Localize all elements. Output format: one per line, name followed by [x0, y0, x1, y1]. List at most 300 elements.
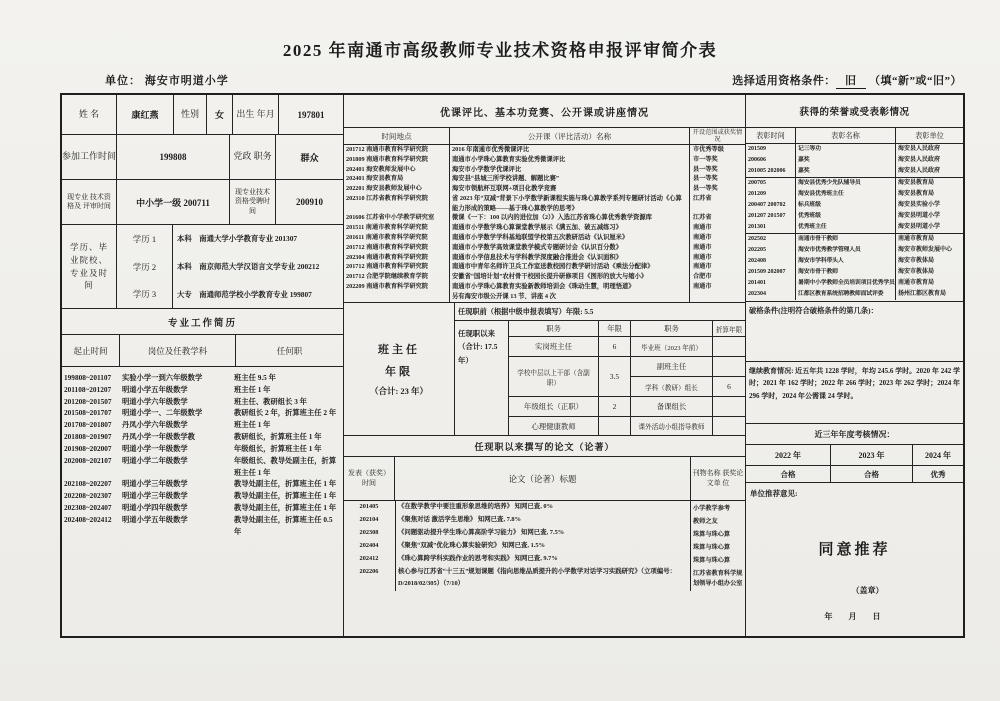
honor-time: 200606	[746, 155, 796, 166]
education-detail: 本科 南通大学小学教育专业 201307	[177, 234, 298, 244]
work-row-post: 明道小学五年级数学	[122, 384, 188, 394]
work-history-row	[63, 431, 342, 443]
honor-time: 200407 200702	[746, 200, 796, 211]
paper-title: 《聚焦对话 激活学生思维》 知网已查, 7.8%	[395, 514, 691, 527]
party-position-label: 党政 职务	[230, 135, 276, 179]
duty-years-grid	[509, 321, 745, 435]
work-history-row	[63, 478, 342, 490]
paper-row	[344, 553, 745, 566]
paper-row	[344, 540, 745, 553]
education-rows	[117, 225, 343, 308]
honor-row	[746, 234, 963, 245]
duty4-post: 心理健康教师	[509, 417, 599, 435]
head-teacher-section	[344, 303, 745, 436]
lecture-time-place: 202201 海安县教师发展中心	[344, 184, 450, 194]
unit-label: 单位：	[105, 75, 141, 87]
paper-org: 珠算与珠心算	[693, 543, 731, 551]
lecture-name: 省 2023 年“双减”背景下小学数学新课程实施与珠心算教学系列专题研讨活动《心算能力形成的策略——基于珠心算教学的思考》	[450, 194, 690, 214]
lecture-time-place: 201712 南通市教育科学研究院	[344, 243, 450, 253]
education-degree-label: 学历 1	[117, 225, 173, 253]
lecture-name: 安徽省“国培计划”农村骨干校园长提升研修项目《图形的放大与缩小》	[450, 272, 690, 282]
lecture-scope: 合肥市	[693, 273, 712, 281]
duty1-post: 实岗班主任	[509, 337, 599, 356]
work-history-row	[63, 372, 342, 384]
lecture-scope: 县一等奖	[693, 175, 718, 183]
paper-time: 202404	[359, 541, 379, 549]
honor-org: 海安县人民政府	[898, 157, 941, 163]
honor-time: 202205	[746, 245, 796, 256]
duty2a-post2: 副班主任	[631, 357, 713, 376]
papers-list	[344, 501, 745, 636]
duty2-post: 学校中层以上干部（含副职）	[509, 357, 599, 396]
work-row-time: 201508~201707	[64, 408, 112, 418]
honor-row	[746, 267, 963, 278]
birth-label: 出生 年月	[233, 95, 279, 134]
work-history-title: 专业工作简历	[62, 309, 343, 335]
gender-label: 性别	[174, 95, 207, 134]
birth-value: 197801	[297, 109, 325, 120]
duty-header-years: 年限	[599, 321, 631, 336]
honor-time: 201509 202007	[746, 267, 796, 278]
lecture-scope: 江苏省	[693, 194, 712, 202]
paper-time: 201405	[359, 503, 379, 510]
honor-name: 南通市骨干教师	[796, 234, 896, 245]
honor-row	[746, 144, 963, 155]
education-row	[117, 225, 343, 253]
right-column	[746, 95, 963, 636]
lectures-title: 优课评比、基本功竞赛、公开课或讲座情况	[344, 95, 745, 128]
work-row-duty: 班主任、教研组长 3 年	[234, 396, 307, 406]
work-header-time: 起止时间	[62, 335, 120, 366]
assessment-year-2022: 2022 年	[746, 445, 831, 465]
duty-grid-header	[509, 321, 745, 337]
honor-name: 嘉奖	[796, 155, 896, 166]
work-history-header	[62, 335, 343, 367]
party-position-value: 群众	[300, 152, 319, 163]
work-history-row	[63, 384, 342, 396]
work-row-post: 实验小学一到六年级数学	[122, 373, 203, 382]
honor-time: 201207 201507	[746, 211, 796, 222]
subheader	[60, 72, 962, 89]
honor-org: 海安县实验小学	[898, 202, 941, 208]
duty2-split	[631, 357, 745, 396]
unit-line	[60, 72, 229, 89]
honor-name: 江都区教育系统招聘教师面试评委	[796, 289, 896, 300]
honor-name: 海安市学科带头人	[796, 256, 896, 267]
work-row-post: 明道小学六年级数学	[122, 396, 188, 406]
lecture-row	[344, 174, 745, 184]
document-title: 2025 年南通市高级教师专业技术资格申报评审简介表	[282, 41, 718, 60]
lectures-header-time: 时间地点	[344, 128, 450, 144]
honors-area	[746, 144, 963, 302]
lecture-scope: 南通市	[693, 253, 712, 261]
paper-row	[344, 501, 745, 514]
lecture-row	[344, 292, 745, 302]
honor-row	[746, 256, 963, 267]
work-row-duty: 教研组长 2 年，折算班主任 2 年	[234, 408, 337, 418]
lecture-name: 海安市领航杯互联网+项目化教学竞赛	[450, 184, 690, 194]
duty-header-post: 职务	[509, 321, 599, 336]
lecture-scope: 南通市	[693, 263, 712, 271]
assessment-result-2023: 合格	[831, 466, 913, 482]
current-title-label: 现专业 技术资格及 评审时间	[62, 180, 117, 224]
date-placeholder: 年 月 日	[824, 612, 885, 621]
honor-name: 海安县优秀班主任	[796, 189, 896, 200]
unit-value: 海安市明道小学	[144, 75, 229, 87]
lecture-time-place: 202209 南通市教育科学研究院	[344, 282, 450, 292]
paper-org: 小学教学参考	[693, 505, 731, 512]
work-row-post: 丹凤小学六年级数学	[122, 420, 188, 430]
honors-title: 获得的荣誉或受表彰情况	[746, 95, 963, 128]
pre-appointment-years: 任现职前（根据中级申报表填写）年限: 5.5	[455, 303, 745, 321]
work-history-row	[63, 443, 342, 455]
work-row-duty: 班主任 9.5 年	[234, 373, 276, 382]
lecture-time-place: 201712 南通市教育科学研究院	[344, 145, 450, 155]
lecture-row	[344, 272, 745, 282]
since-label-text: 任现职以来	[458, 329, 495, 338]
duty2-years: 3.5	[599, 357, 631, 396]
paper-title: 《在数学教学中要注重形象思维的培养》 知网已查, 0%	[395, 501, 691, 514]
lecture-name: 南通市小学数学学科基地联盟学校第五次教研活动《认识厘米》	[450, 233, 690, 243]
paper-org: 珠算与珠心算	[693, 530, 731, 538]
recommendation-text: 同意推荐	[818, 542, 891, 558]
paper-row	[344, 527, 745, 540]
lecture-row	[344, 223, 745, 233]
duty2b-half	[631, 377, 745, 396]
education-row	[117, 280, 343, 308]
honors-header-time: 表彰时间	[746, 128, 796, 143]
work-row-time: 201208~201507	[64, 396, 112, 406]
assessment-year-2023: 2023 年	[831, 445, 913, 465]
main-form-table	[60, 93, 965, 638]
honor-org: 海安县明道小学	[898, 213, 941, 219]
work-row-post: 明道小学三年级数学	[122, 479, 188, 489]
lecture-row	[344, 155, 745, 165]
work-row-time: 201908~202007	[64, 443, 112, 453]
honor-row	[746, 200, 963, 211]
work-row-post: 明道小学一年级数学	[122, 443, 188, 453]
lecture-row	[344, 145, 745, 155]
work-row-duty: 教导处副主任，折算班主任 1 年	[234, 502, 337, 512]
work-history-row	[63, 396, 342, 408]
work-history-row	[63, 514, 342, 538]
honor-name: 暑期中小学教师全员培训项目优秀学员	[796, 278, 896, 289]
work-history-row	[63, 407, 342, 419]
lecture-name: 另有海安市级公开课 13 节、讲座 4 次	[450, 292, 690, 302]
head-teacher-label-cell	[344, 303, 455, 435]
work-history-list	[62, 367, 343, 636]
lecture-time-place: 201712 合肥学院继续教育学院	[344, 272, 450, 282]
paper-time: 202308	[359, 528, 379, 536]
honor-row	[746, 245, 963, 256]
honor-time: 201509	[746, 144, 796, 155]
paper-time: 202206	[359, 567, 379, 575]
education-section	[62, 225, 343, 309]
honor-org: 海安市教体局	[898, 269, 935, 275]
current-title-value: 中小学一级 200711	[117, 180, 230, 224]
papers-header	[344, 457, 745, 501]
work-row-duty: 教导处副主任，折算班主任 1 年	[234, 479, 337, 489]
duty1-post2: 毕业班（2023 年前）	[631, 337, 713, 356]
duty4-conv	[713, 417, 745, 435]
duty2a-half	[631, 357, 745, 377]
head-teacher-total: （合计: 23 年）	[369, 386, 429, 396]
duty3-years: 2	[599, 397, 631, 416]
lecture-name: 南通市小学信息技术与学科教学深度融合推进会《认识面积》	[450, 253, 690, 263]
recommendation-cell	[746, 483, 963, 636]
since-appointment-block	[455, 321, 745, 435]
assessment-title: 近三年年度考核情况：	[746, 424, 963, 445]
honors-header-org: 表彰单位	[915, 131, 944, 140]
paper-title: 《珠心算跨学科实践作业的思考和实践》 知网已查, 9.7%	[395, 553, 691, 566]
duty-row-4	[509, 417, 745, 435]
work-row-duty: 年级组长，折算班主任 1 年	[234, 443, 322, 453]
honor-name: 优秀班主任	[796, 222, 896, 233]
papers-header-title: 论文（论著）标题	[395, 457, 691, 500]
duty-row-2	[509, 357, 745, 397]
lecture-scope: 县一等奖	[693, 165, 718, 173]
work-row-duty: 班主任 1 年	[234, 420, 271, 430]
assessment-results-row	[746, 466, 963, 483]
work-start-value: 199808	[117, 135, 230, 179]
paper-title: 《问题驱动提升学生珠心算高阶学习能力》 知网已查, 7.5%	[395, 527, 691, 540]
paper-org: 江苏省教育科学规划领导小组办公室	[693, 569, 743, 587]
lecture-time-place: 202401 海安教师发展中心	[344, 165, 450, 175]
honor-name: 优秀班级	[796, 211, 896, 222]
lecture-name: 南通市中青年名师许卫兵工作室送教校园行教学研讨活动《乘法分配律》	[450, 262, 690, 272]
work-history-row	[63, 419, 342, 431]
education-detail: 本科 南京师范大学汉语言文学专业 200212	[177, 262, 320, 271]
condition-suffix: （填“新”或“旧”）	[869, 75, 962, 87]
lecture-row	[344, 282, 745, 292]
honor-row	[746, 189, 963, 200]
work-row-time: 201808~201907	[64, 432, 112, 442]
work-row-post: 明道小学四年级数学	[122, 502, 188, 512]
lecture-scope: 南通市	[693, 283, 712, 291]
honor-name: 海安市骨干教师	[796, 267, 896, 278]
lecture-row	[344, 233, 745, 243]
honor-time: 202408	[746, 256, 796, 267]
lecture-scope: 南通市	[693, 234, 712, 242]
papers-title: 任现职以来撰写的论文（论著）	[344, 436, 745, 457]
honor-name: 嘉奖	[796, 166, 896, 177]
lectures-header-name: 公开课（评比活动）名称	[450, 128, 690, 144]
name-label: 姓 名	[62, 95, 117, 134]
honor-org: 海安县教育局	[898, 191, 935, 197]
duty2a-conv	[713, 357, 745, 376]
duty2b-conv: 6	[727, 382, 731, 391]
work-history-row	[63, 455, 342, 479]
lecture-time-place: 202304 南通市教育科学研究院	[344, 253, 450, 263]
work-row-post: 明道小学三年级数学	[122, 491, 188, 501]
head-teacher-detail	[455, 303, 745, 435]
work-row-post: 明道小学一、二年级数学	[122, 408, 203, 418]
honors-group-1	[746, 144, 963, 177]
since-appointment-label	[455, 321, 509, 435]
honor-row	[746, 166, 963, 177]
condition-value: 旧	[836, 72, 866, 89]
assessment-result-2024: 优秀	[930, 469, 946, 479]
lecture-scope: 江苏省	[693, 214, 712, 222]
duty-header-post2: 职务	[631, 321, 713, 336]
honor-org: 南通市教育局	[898, 236, 935, 242]
lecture-name: 微课《一下：100 以内的进位加（2）》入选江苏省珠心算优秀教学资源库	[450, 213, 690, 223]
work-row-duty: 年级组长、教导处副主任，折算班主任 1 年	[234, 455, 337, 477]
paper-title: 《聚焦“双减”优化珠心算实验研究》 知网已查, 1.5%	[395, 540, 691, 553]
lecture-time-place	[344, 292, 450, 302]
paper-row	[344, 566, 745, 592]
lecture-row	[344, 213, 745, 223]
lecture-time-place: 201511 南通市教育科学研究院	[344, 223, 450, 233]
duty4-post2: 课外活动小组指导教师	[631, 417, 713, 435]
lecture-scope: 南通市	[693, 224, 712, 232]
work-row-time: 202208~202307	[64, 491, 112, 501]
lecture-time-place: 202310 江苏省教育科学研究院	[344, 194, 450, 214]
duty1-years: 6	[599, 337, 631, 356]
lecture-name: 南通市小学珠心算教育实验新教师培训会《珠动生慧，明理悟道》	[450, 282, 690, 292]
papers-header-time: 发表（获奖） 时间	[344, 457, 395, 500]
lecture-row	[344, 262, 745, 272]
lecture-name: 海安市小学数学优课评比	[450, 165, 690, 175]
honor-org: 海安县人民政府	[898, 168, 941, 174]
work-row-time: 201108~201207	[64, 384, 112, 394]
honor-org: 海安县明道小学	[898, 224, 941, 230]
work-row-time: 202308~202407	[64, 502, 112, 512]
honor-name: 记三等功	[796, 144, 896, 155]
honor-row	[746, 278, 963, 289]
honor-time: 201005 202006	[746, 166, 796, 177]
hire-date-label: 现专业技术 资格受聘时间	[230, 180, 276, 224]
papers-section	[344, 436, 745, 636]
duty-row-1	[509, 337, 745, 357]
seal-placeholder: （盖章）	[851, 586, 884, 595]
paper-org: 珠算与珠心算	[693, 556, 731, 564]
papers-header-org: 刊物名称 获奖论文单 位	[692, 469, 744, 487]
basic-row-3	[62, 180, 343, 225]
work-row-duty: 教导处副主任，折算班主任 1 年	[234, 491, 337, 501]
work-row-duty: 教导处副主任，折算班主任 0.5 年	[234, 514, 333, 536]
education-label: 学历、毕业院校、专业及时间	[62, 225, 117, 308]
honor-org: 海安市教体局	[898, 258, 935, 264]
lecture-scope: 县一等奖	[693, 185, 718, 193]
condition-label: 选择适用资格条件：	[732, 75, 836, 87]
lecture-name: 南通市小学数学珠心算课堂教学展示《满五加、破五减练习》	[450, 223, 690, 233]
education-detail: 大专 南通师范学校小学教育专业 199807	[177, 289, 312, 299]
education-row	[117, 253, 343, 281]
honor-org: 南通市教育局	[898, 280, 935, 286]
lecture-time-place: 201611 南通市教育科学研究院	[344, 233, 450, 243]
work-history-row	[63, 502, 342, 514]
honor-row	[746, 155, 963, 166]
lecture-scope	[690, 292, 745, 302]
lecture-scope: 市优秀等级	[693, 146, 724, 153]
honor-name: 海安县优秀少先队辅导员	[796, 178, 896, 189]
paper-title: 核心参与江苏省“十三五”规划课题《指向思维品质提升的小学数学对话学习实践研究》（立项编号：D/2018/02/305）（7/10）	[395, 566, 691, 592]
lecture-time-place: 201712 南通市教育科学研究院	[344, 262, 450, 272]
lecture-time-place: 201606 江苏省中小学教学研究室	[344, 213, 450, 223]
work-history-row	[63, 490, 342, 502]
work-start-label: 参加工作时间	[62, 135, 117, 179]
honor-org: 扬州江都区教育局	[898, 291, 947, 297]
honor-time: 200705	[746, 178, 796, 189]
honor-row	[746, 289, 963, 300]
lectures-header-scope: 开设范围或获奖情况	[692, 128, 743, 143]
work-row-time: 202108~202207	[64, 479, 112, 489]
honor-row	[746, 222, 963, 233]
recommendation-label: 单位推荐意见:	[750, 489, 798, 498]
head-teacher-label-1: 班主任	[378, 344, 420, 356]
work-header-post: 岗位及任教学科	[120, 335, 236, 366]
duty3-post: 年级组长（正职）	[509, 397, 599, 416]
lecture-scope: 市一等奖	[693, 155, 718, 163]
since-total-text: （合计: 17.5 年）	[458, 342, 498, 365]
work-row-duty: 教研组长，折算班主任 1 年	[234, 432, 322, 442]
honor-org: 海安县教育局	[898, 180, 935, 186]
duty4-years	[599, 417, 631, 435]
basic-row-1	[62, 95, 343, 135]
assessment-result-2022: 合格	[746, 466, 831, 482]
honors-group-2	[746, 177, 963, 233]
work-row-time: 201708~201807	[64, 420, 112, 430]
duty3-post2: 备课组长	[631, 397, 713, 416]
lecture-name: 海安县“县城三所学校讲题、解题比赛”	[450, 174, 690, 184]
lecture-name: 2016 年南通市优秀微课评比	[450, 145, 690, 155]
lecture-name: 南通市小学数学高效课堂教学模式专题研讨会《认识百分数》	[450, 243, 690, 253]
paper-time: 202104	[359, 515, 379, 523]
work-row-time: 199808~201107	[64, 373, 112, 382]
honor-name: 海安市优秀教学管理人员	[796, 245, 896, 256]
honor-org: 海安县人民政府	[898, 146, 941, 152]
work-row-time: 202008~202107	[64, 455, 112, 465]
lecture-row	[344, 253, 745, 263]
middle-column	[344, 95, 746, 636]
lecture-time-place: 201809 南通市教育科学研究院	[344, 155, 450, 165]
honor-org: 海安市教师发展中心	[898, 247, 953, 253]
work-row-post: 明道小学二年级数学	[122, 455, 188, 465]
lectures-header	[344, 128, 745, 145]
duty-header-conv: 折算年限	[715, 326, 743, 334]
work-row-post: 丹凤小学一年级数学教	[122, 432, 195, 442]
hire-date-value: 200910	[296, 197, 323, 207]
work-row-post: 明道小学五年级数学	[122, 514, 188, 524]
education-degree-label: 学历 3	[117, 280, 173, 308]
duty-row-3	[509, 397, 745, 417]
honors-group-3	[746, 233, 963, 300]
honor-time: 202304	[746, 289, 796, 300]
condition-line	[732, 72, 962, 89]
honor-time: 202502	[746, 234, 796, 245]
assessment-year-2024: 2024 年	[925, 450, 951, 460]
lecture-name: 南通市小学珠心算教育实验优秀微课评比	[450, 155, 690, 165]
work-row-time: 202408~202412	[64, 514, 112, 524]
name-value: 康红燕	[117, 95, 174, 134]
education-degree-label: 学历 2	[117, 253, 173, 281]
lecture-scope: 南通市	[693, 243, 712, 251]
duty3-conv	[713, 397, 745, 416]
lectures-list	[344, 145, 745, 303]
honors-header	[746, 128, 963, 144]
basic-row-2	[62, 135, 343, 180]
duty2b-post2: 学科（教研）组长	[631, 377, 713, 396]
paper-row	[344, 514, 745, 527]
paper-org: 教师之友	[693, 517, 718, 525]
lecture-row	[344, 165, 745, 175]
honor-time: 201209	[746, 189, 796, 200]
left-column	[62, 95, 344, 636]
lecture-row	[344, 194, 745, 214]
honor-name: 标兵班级	[796, 200, 896, 211]
exception-clause-cell: 破格条件(注明符合破格条件的第几条)：	[746, 302, 963, 362]
